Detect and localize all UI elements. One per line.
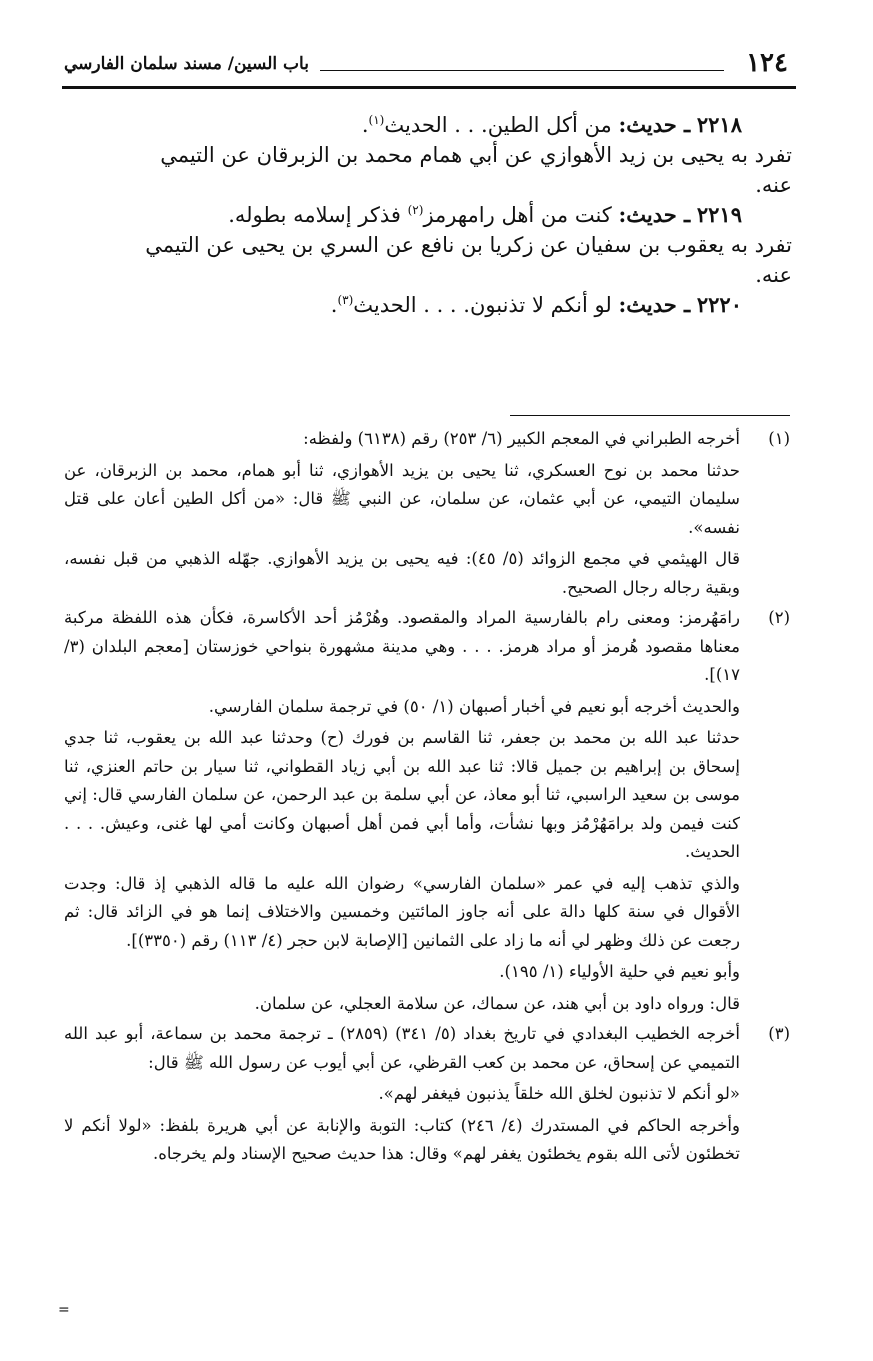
entry-note: تفرد به يعقوب بن سفيان عن زكريا بن نافع عن السري بن يحيى عن التيمي xyxy=(145,233,792,257)
hadith-label: حديث: xyxy=(618,292,677,317)
footnote-separator xyxy=(510,415,790,416)
footnote-paragraph: والذي تذهب إليه في عمر «سلمان الفارسي» رضوان الله عليه ما قاله الذهبي إذ قال: وجدت الأقوال في سنة كلها دالة على أنه جاوز المائتين وخمسين والاختلاف إنما هو في الزائد قال: ثم رجعت عن ذلك وظهر لي أنه ما زاد على الثمانين [الإصابة لابن حجر (٤/ ١١٣) رقم (٣٣٥٠)]. xyxy=(64,873,740,950)
hadith-number: ٢٢١٩ xyxy=(696,202,742,227)
hadith-end: . xyxy=(330,293,338,317)
footnote-paragraph: «لو أنكم لا تذنبون لخلق الله خلقاً يذنبون فيغفر لهم». xyxy=(378,1084,740,1103)
hadith-text: لو أنكم لا تذنبون. . . . الحديث xyxy=(353,293,612,317)
hadith-text: من أكل الطين. . . الحديث xyxy=(384,113,612,137)
hadith-text-cont: فذكر إسلامه بطوله. xyxy=(228,203,401,227)
entry-note-tail: عنه. xyxy=(755,173,792,197)
footnote-paragraph: والحديث أخرجه أبو نعيم في أخبار أصبهان (١/ ٥٠) في ترجمة سلمان الفارسي. xyxy=(208,696,740,716)
footnote-2 xyxy=(64,604,790,1018)
hadith-text: كنت من أهل رامهرمز xyxy=(423,203,612,227)
hadith-number: ٢٢١٨ xyxy=(696,112,742,137)
footnote-paragraph: قال: ورواه داود بن أبي هند، عن سماك، عن سلامة العجلي، عن سلمان. xyxy=(254,993,740,1013)
hadith-entry: ٢٢٢٠ ـ حديث: لو أنكم لا تذنبون. . . . الحديث$^{(٣)}$. xyxy=(330,292,742,317)
footnote-paragraph: قال الهيثمي في مجمع الزوائد (٥/ ٤٥): فيه يحيى بن يزيد الأهوازي. جهّله الذهبي من قبل نفسه، وبقية رجاله رجال الصحيح. xyxy=(64,549,740,597)
hadith-label: حديث: xyxy=(618,112,677,137)
hadith-entry: ٢٢١٨ ـ حديث: من أكل الطين. . . الحديث$^{(١)}$. xyxy=(361,112,742,137)
entry-note-tail: عنه. xyxy=(755,263,792,287)
footnote-ref: (٢) xyxy=(407,203,424,217)
footnote-ref: (١) xyxy=(368,113,385,127)
footnote-number: (٣) xyxy=(768,1024,790,1043)
hadith-entry: ٢٢١٩ ـ حديث: كنت من أهل رامهرمز$^{(٢)}$ فذكر إسلامه بطوله. xyxy=(228,202,742,227)
stray-mark: = xyxy=(58,1302,70,1318)
footnote-paragraph: حدثنا محمد بن نوح العسكري، ثنا يحيى بن يزيد الأهوازي، ثنا أبو همام، محمد بن الزبرقان، عن سليمان التيمي، عن أبي عثمان، عن سلمان، عن النبي ﷺ قال: «من أكل الطين أعان على قتل نفسه». xyxy=(64,460,740,537)
hadith-number: ٢٢٢٠ xyxy=(696,292,742,317)
footnotes xyxy=(64,425,790,1171)
footnote-paragraph: وأخرجه الحاكم في المستدرك (٤/ ٢٤٦) كتاب: التوبة والإنابة عن أبي هريرة بلفظ: «لولا أنكم لا تخطئون لأتى الله بقوم يخطئون يغفر لهم» وقال: هذا حديث صحيح الإسناد ولم يخرجاه. xyxy=(64,1115,740,1163)
footnote-paragraph: وأبو نعيم في حلية الأولياء (١/ ١٩٥). xyxy=(499,962,740,981)
footnote-ref: (٣) xyxy=(337,293,354,307)
running-header xyxy=(62,48,796,88)
footnote-1 xyxy=(64,425,790,602)
entry-note: تفرد به يحيى بن زيد الأهوازي عن أبي همام محمد بن الزبرقان عن التيمي xyxy=(160,143,792,167)
footnote-paragraph: رامَهُرمز: ومعنى رام بالفارسية المراد والمقصود. وهُرْمُز أحد الأكاسرة، فكأن هذه اللفظة مركبة معناها مقصود هُرمز أو مراد هرمز. . . . وهي مدينة مشهورة بنواحي خوزستان [معجم البلدان (٣/ ١٧)]. xyxy=(64,608,740,684)
header-dash-line xyxy=(320,70,724,71)
footnote-number: (٢) xyxy=(768,608,790,627)
hadith-label: حديث: xyxy=(618,202,677,227)
footnote-paragraph: حدثنا عبد الله بن محمد بن جعفر، ثنا القاسم بن فورك (ح) وحدثنا عبد الله بن يعقوب، ثنا جدي إسحاق بن إبراهيم بن جميل قالا: ثنا عبد الله بن أبي زياد القطواني، ثنا سيار بن حاتم العنزي، ثنا موسى بن سعيد الراسبي، ثنا أبو معاذ، عن أبي سلمة بن عبد الرحمن، عن سلمان الفارسي قال: إني كنت فيمن ولد برامَهُرْمُز وبها نشأت، وأما أبي فمن أهل أصبهان وكانت أمي لها غنى، وعيش. . . . الحديث. xyxy=(64,728,740,861)
header-rule xyxy=(62,86,796,89)
page-number: ١٢٤ xyxy=(746,48,788,78)
running-title: باب السين/ مسند سلمان الفارسي xyxy=(64,54,309,74)
footnote-paragraph: أخرجه الخطيب البغدادي في تاريخ بغداد (٥/ ٣٤١) (٢٨٥٩) ـ ترجمة محمد بن سماعة، أبو عبد الله التميمي عن إسحاق، عن محمد بن كعب القرظي، عن أبي أيوب عن رسول الله ﷺ قال: xyxy=(64,1024,740,1072)
footnote-paragraph: أخرجه الطبراني في المعجم الكبير (٦/ ٢٥٣) رقم (٦١٣٨) ولفظه: xyxy=(303,429,740,448)
main-text xyxy=(64,110,792,320)
footnote-number: (١) xyxy=(768,429,790,448)
footnote-3 xyxy=(64,1020,790,1169)
